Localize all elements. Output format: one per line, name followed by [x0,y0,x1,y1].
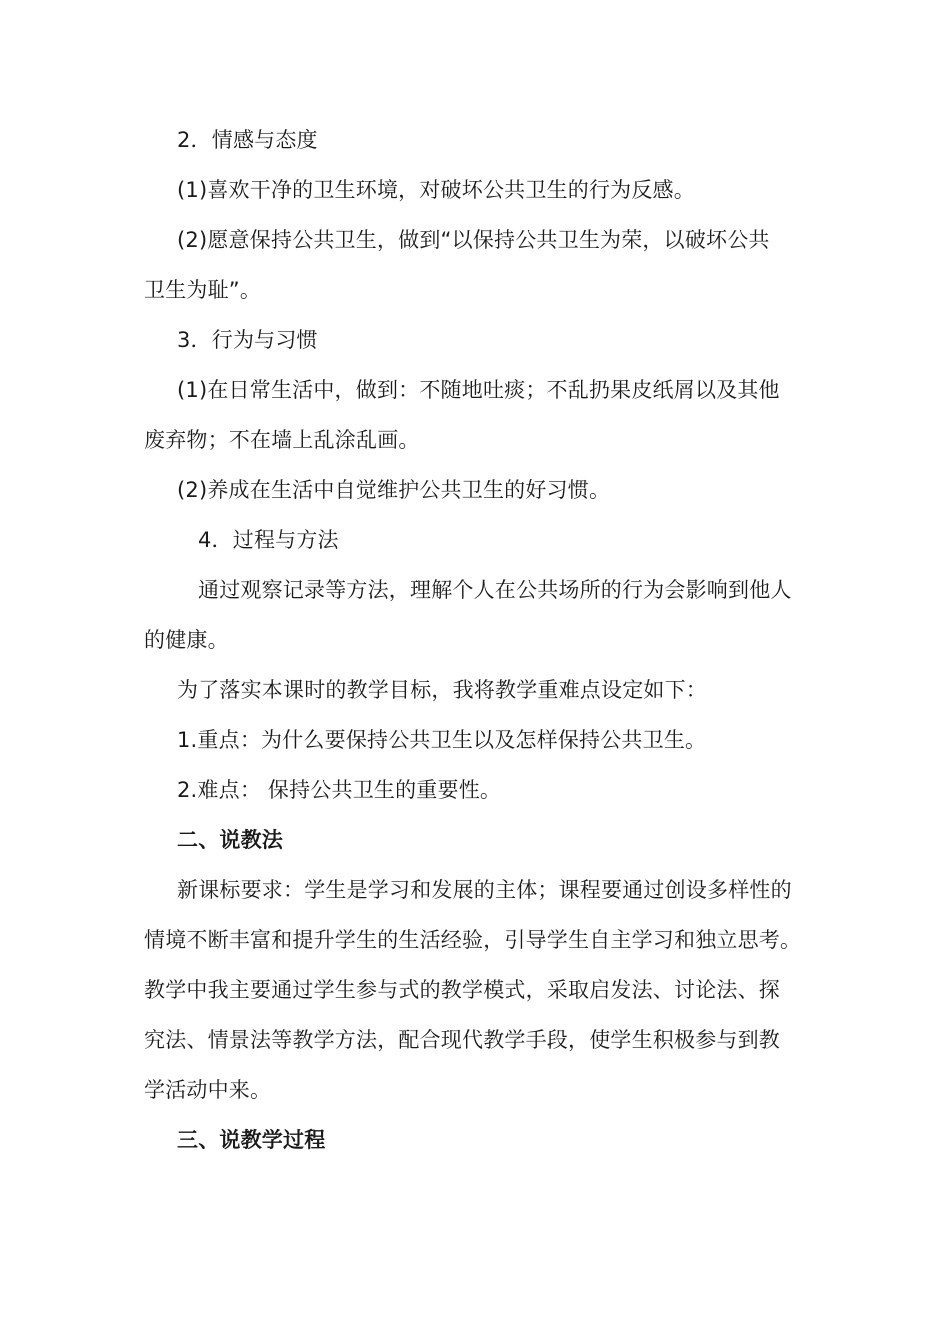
paragraph-line: 废弃物；不在墙上乱涂乱画。 [144,428,420,452]
subheading-emotion-attitude: 2．情感与态度 [177,128,318,152]
paragraph-line: 通过观察记录等方法，理解个人在公共场所的行为会影响到他人 [198,578,792,602]
paragraph-line: 为了落实本课时的教学目标，我将教学重难点设定如下： [177,678,707,702]
paragraph-line: (1)在日常生活中，做到：不随地吐痰；不乱扔果皮纸屑以及其他 [177,378,780,402]
paragraph-line: 学活动中来。 [144,1078,272,1102]
section-heading-teaching-process: 三、说教学过程 [177,1128,326,1152]
paragraph-line: (2)愿意保持公共卫生，做到“以保持公共卫生为荣，以破坏公共 [177,228,770,252]
paragraph-line: (1)喜欢干净的卫生环境，对破坏公共卫生的行为反感。 [177,178,695,202]
paragraph-line: 的健康。 [144,628,229,652]
paragraph-line: 新课标要求：学生是学习和发展的主体；课程要通过创设多样性的 [177,878,792,902]
subheading-process-method: 4．过程与方法 [198,528,339,552]
difficulty-line: 2.难点： 保持公共卫生的重要性。 [177,778,502,802]
paragraph-line: 卫生为耻”。 [144,278,262,302]
subheading-behavior-habits: 3．行为与习惯 [177,328,318,352]
section-heading-teaching-method: 二、说教法 [177,828,283,852]
paragraph-line: 情境不断丰富和提升学生的生活经验，引导学生自主学习和独立思考。 [144,928,802,952]
key-point-line: 1.重点：为什么要保持公共卫生以及怎样保持公共卫生。 [177,728,707,752]
paragraph-line: (2)养成在生活中自觉维护公共卫生的好习惯。 [177,478,611,502]
paragraph-line: 教学中我主要通过学生参与式的教学模式，采取启发法、讨论法、探 [144,978,780,1002]
paragraph-line: 究法、情景法等教学方法，配合现代教学手段，使学生积极参与到教 [144,1028,780,1052]
